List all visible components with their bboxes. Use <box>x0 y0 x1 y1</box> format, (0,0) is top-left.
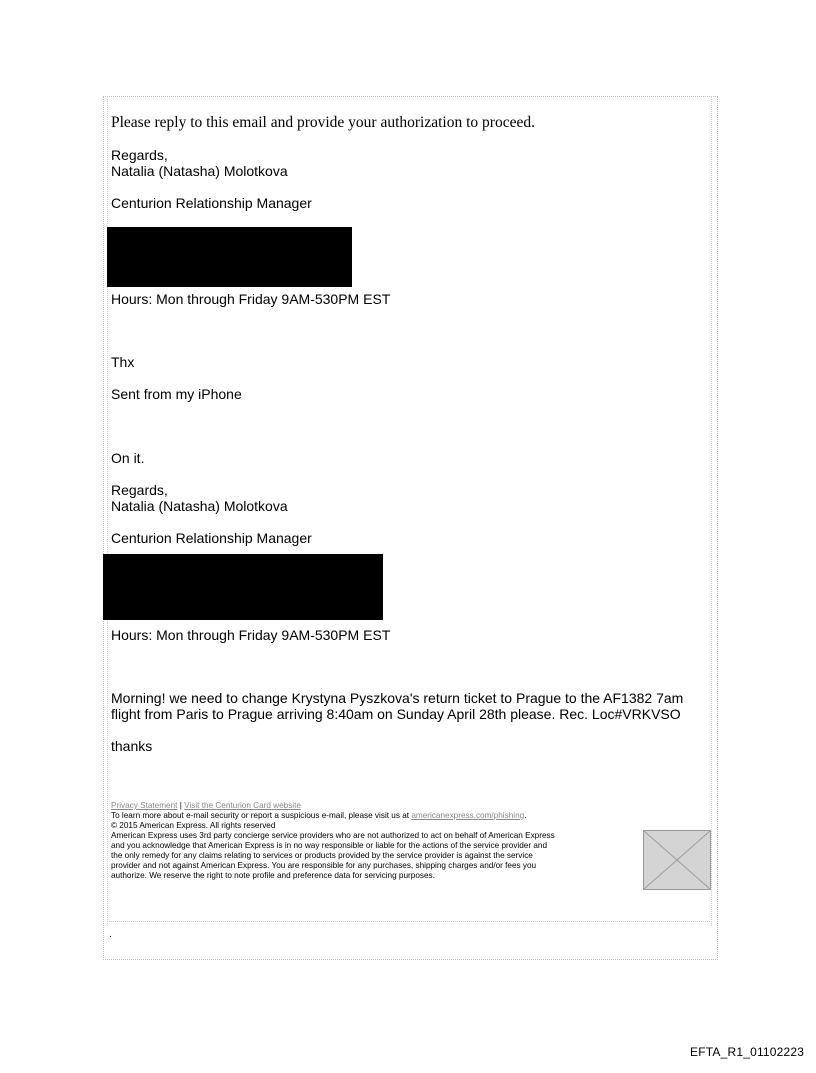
reply-thx: Thx <box>111 354 135 370</box>
footer-links <box>111 801 301 811</box>
redaction-block-1 <box>107 227 352 287</box>
disclaimer-line-4: provider and not against American Express. You are responsible for any purchases, shipping charges and/or fees you <box>111 861 537 870</box>
hours-2: Hours: Mon through Friday 9AM-530PM EST <box>111 627 391 643</box>
redaction-block-2 <box>103 554 383 620</box>
reply-on-it: On it. <box>111 450 145 466</box>
intro-line: Please reply to this email and provide your authorization to proceed. <box>111 114 535 131</box>
security-period: . <box>524 811 527 820</box>
disclaimer-line-3: the only remedy for any claims relating to services or products provided by the service provider is against the service <box>111 851 533 860</box>
disclaimer-line-1: American Express uses 3rd party concierge service providers who are not authorized to act on behalf of American Express <box>111 831 555 840</box>
image-placeholder-icon <box>644 831 710 889</box>
footer-separator: | <box>179 801 182 810</box>
document-id: EFTA_R1_01102223 <box>690 1045 805 1059</box>
sender-title-2: Centurion Relationship Manager <box>111 530 312 546</box>
security-text: To learn more about e-mail security or report a suspicious e-mail, please visit us at <box>111 811 410 820</box>
thanks: thanks <box>111 738 153 754</box>
centurion-website-link[interactable]: Visit the Centurion Card website <box>184 801 301 810</box>
disclaimer-line-2: and you acknowledge that American Express is in no way responsible or liable for the actions of the service provider and <box>111 841 547 850</box>
signoff-2: Regards, <box>111 482 168 498</box>
sent-from-iphone: Sent from my iPhone <box>111 386 242 402</box>
request-line-2: flight from Paris to Prague arriving 8:40am on Sunday April 28th please. Rec. Loc#VRKVSO <box>111 706 681 722</box>
inner-frame-left <box>107 96 109 926</box>
sender-name-1: Natalia (Natasha) Molotkova <box>111 163 288 179</box>
request-line-1: Morning! we need to change Krystyna Pyszkova's return ticket to Prague to the AF1382 7am <box>111 690 684 706</box>
sender-title-1: Centurion Relationship Manager <box>111 195 312 211</box>
signoff-1: Regards, <box>111 147 168 163</box>
inner-frame-bottom <box>107 921 712 923</box>
hours-1: Hours: Mon through Friday 9AM-530PM EST <box>111 291 391 307</box>
privacy-statement-link[interactable]: Privacy Statement <box>111 801 178 810</box>
copyright: © 2015 American Express. All rights reserved <box>111 821 276 830</box>
trailing-dot: . <box>109 929 112 940</box>
broken-image-placeholder <box>643 830 711 890</box>
phishing-link[interactable]: americanexpress.com/phishing <box>411 811 525 820</box>
sender-name-2: Natalia (Natasha) Molotkova <box>111 498 288 514</box>
security-line <box>111 811 526 821</box>
inner-frame-right <box>711 96 713 926</box>
disclaimer-line-5: authorize. We reserve the right to note profile and preference data for servicing purposes. <box>111 871 435 880</box>
